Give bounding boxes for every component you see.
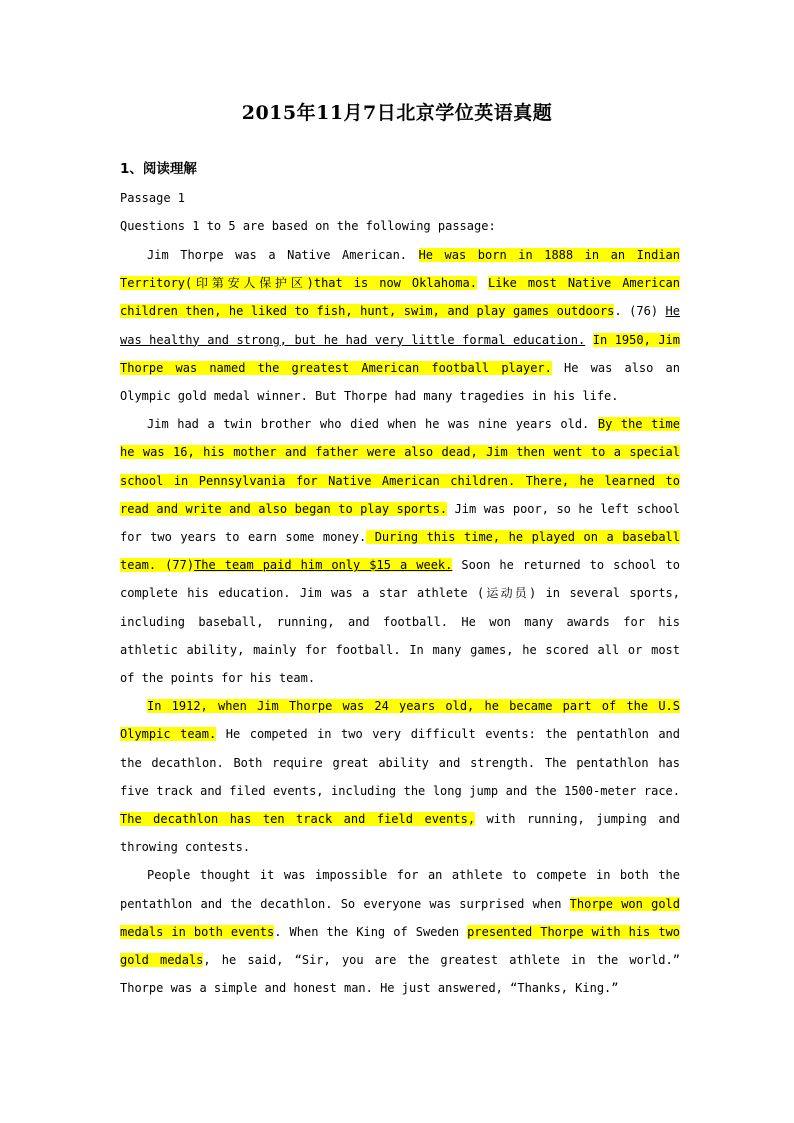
highlighted-text: By the time he was 16, his mother and father were also dead, Jim then went to a special school in Pennsylvania for Native American children. There, he learned to read and write and also began to play sports. [120,417,680,516]
paragraph [120,861,680,1002]
highlighted-text: presented Thorpe with his two gold medals [120,924,681,968]
paragraph [120,410,680,692]
passage-body [120,241,680,1002]
text-segment: Jim Thorpe was a Native American. [147,248,419,262]
underlined-question-text: He was healthy and strong, but he had very little formal education. [120,304,680,347]
text-segment [585,333,593,347]
highlighted-text: In 1950, Jim Thorpe was named the greatest American football player. [120,332,680,375]
text-segment: with running, jumping and throwing contests. [120,812,680,855]
text-segment [477,276,488,290]
highlighted-text: The decathlon has ten track and field events, [120,812,476,827]
page-title: 2015年11月7日北京学位英语真题 [241,102,553,124]
highlighted-text: During this time, he played on a baseball team. (77) [120,530,680,573]
text-segment: . When the King of Sweden [274,924,468,939]
text-segment: Jim had a twin brother who died when he was nine years old. [147,417,598,432]
paragraph [120,692,680,861]
passage-label: Passage 1 [120,191,186,205]
text-segment: He competed in two very difficult events: the pentathlon and the decathlon. Both require great ability and strength. The pentathlon has five track and filed events, including the long jump and the 1500-meter race. [120,727,681,798]
text-segment: Jim was poor, so he left school for two years to earn some money. [120,501,681,545]
underlined-question-text: The team paid him only $15 a week. [194,558,453,573]
highlighted-text: In 1912, when Jim Thorpe was 24 years old, he became part of the U.S Olympic team. [120,699,680,742]
paragraph [120,241,680,410]
text-segment: Soon he returned to school to complete his education. Jim was a star athlete (运动员) in several sports, including baseball, running, and football. He won many awards for his athletic ability, mainly for football. In many games, he scored all or most of the points for his team. [120,558,680,686]
highlighted-text: Like most Native American children then, he liked to fish, hunt, swim, and play games outdoors [120,276,680,319]
highlighted-text: He was born in 1888 in an Indian Territory(印第安人保护区)that is now Oklahoma. [120,248,680,291]
highlighted-text: Thorpe won gold medals in both events [120,896,680,939]
text-segment: People thought it was impossible for an athlete to compete in both the pentathlon and the decathlon. So everyone was surprised when [120,868,680,911]
text-segment: , he said, “Sir, you are the greatest athlete in the world.” Thorpe was a simple and honest man. He just answered, “Thanks, King.” [120,953,680,996]
text-segment: . (76) [614,304,666,319]
questions-intro: Questions 1 to 5 are based on the following passage: [120,219,496,233]
section-heading: 1、阅读理解 [120,161,197,177]
text-segment: He was also an Olympic gold medal winner. But Thorpe had many tragedies in his life. [120,360,680,404]
